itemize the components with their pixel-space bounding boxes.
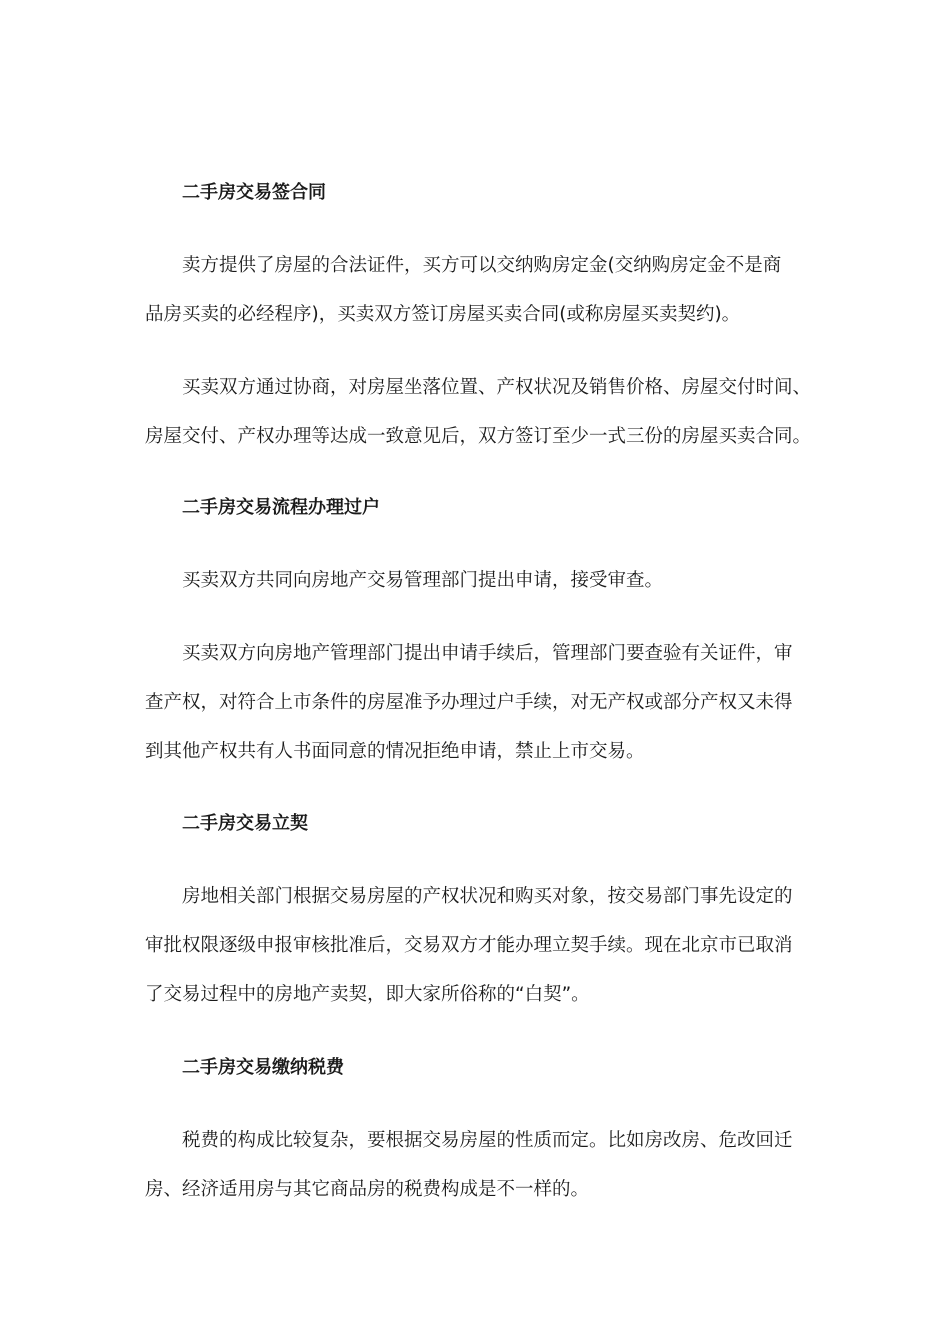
paragraph-line: 房屋交付、产权办理等达成一致意见后，双方签订至少一式三份的房屋买卖合同。 bbox=[145, 426, 812, 447]
section-heading-taxes: 二手房交易缴纳税费 bbox=[182, 1057, 344, 1078]
paragraph-line: 买卖双方通过协商，对房屋坐落位置、产权状况及销售价格、房屋交付时间、 bbox=[182, 377, 812, 398]
paragraph-line: 品房买卖的必经程序)，买卖双方签订房屋买卖合同(或称房屋买卖契约)。 bbox=[145, 304, 741, 325]
paragraph-line: 到其他产权共有人书面同意的情况拒绝申请，禁止上市交易。 bbox=[145, 741, 645, 762]
paragraph-line: 买卖双方共同向房地产交易管理部门提出申请，接受审查。 bbox=[182, 570, 664, 591]
paragraph-line: 卖方提供了房屋的合法证件，买方可以交纳购房定金(交纳购房定金不是商 bbox=[182, 255, 782, 276]
paragraph-line: 了交易过程中的房地产卖契，即大家所俗称的“白契”。 bbox=[145, 984, 590, 1005]
paragraph-line: 房地相关部门根据交易房屋的产权状况和购买对象，按交易部门事先设定的 bbox=[182, 886, 793, 907]
paragraph-line: 审批权限逐级申报审核批准后，交易双方才能办理立契手续。现在北京市已取消 bbox=[145, 935, 793, 956]
paragraph-line: 查产权，对符合上市条件的房屋准予办理过户手续，对无产权或部分产权又未得 bbox=[145, 692, 793, 713]
paragraph-line: 买卖双方向房地产管理部门提出申请手续后，管理部门要查验有关证件，审 bbox=[182, 643, 793, 664]
section-heading-contract: 二手房交易签合同 bbox=[182, 182, 326, 203]
paragraph-line: 房、经济适用房与其它商品房的税费构成是不一样的。 bbox=[145, 1179, 590, 1200]
paragraph-line: 税费的构成比较复杂，要根据交易房屋的性质而定。比如房改房、危改回迁 bbox=[182, 1130, 793, 1151]
section-heading-transfer: 二手房交易流程办理过户 bbox=[182, 497, 380, 518]
section-heading-deed: 二手房交易立契 bbox=[182, 813, 308, 834]
